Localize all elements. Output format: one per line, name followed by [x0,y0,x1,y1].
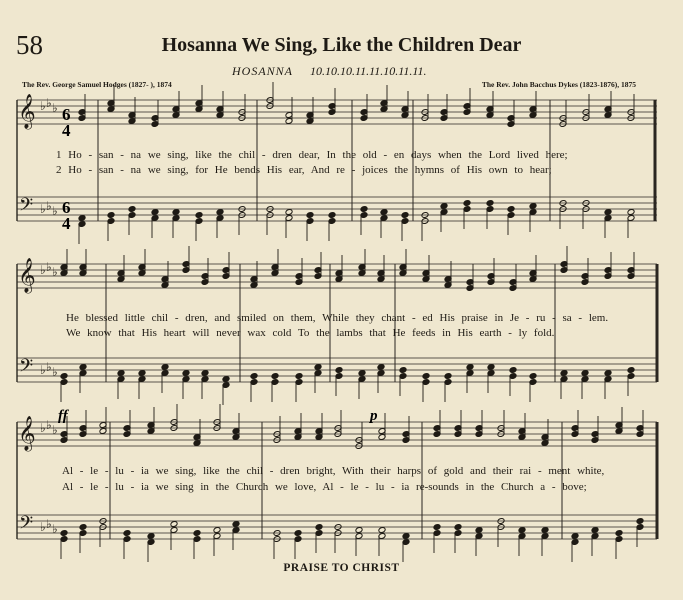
treble-clef-icon: 𝄞 [18,94,36,129]
notehead [107,212,115,219]
time-sig-lower-bass: 4 [62,214,71,233]
author-credit: The Rev. George Samuel Hodges (1827- ), 1874 [22,80,172,89]
notehead [571,533,579,540]
flat-icon: ♭ [40,99,46,113]
notehead [604,209,612,216]
flat-icon: ♭ [40,263,46,277]
notehead [128,206,136,213]
footer-section-label: PRAISE TO CHRIST [283,562,400,574]
lyric-s3-verse1: Al - le - lu - ia we sing, like the chil - dren bright, With their harps of gold and their rai - ment white, [62,465,605,477]
flat-icon: ♭ [46,360,52,374]
notehead [250,373,258,380]
notehead [222,376,230,383]
notehead [604,370,612,377]
notehead [161,364,169,371]
notehead [295,373,303,380]
hymn-title: Hosanna We Sing, Like the Children Dear [161,34,522,56]
notehead [627,367,635,374]
notehead [335,367,343,374]
notehead [581,370,589,377]
flat-icon: ♭ [40,363,46,377]
notehead [271,373,279,380]
lyric-s2-verse1: He blessed little chil - dren, and smiled on them, While they chant - ed His praise in Je - ru - sa - lem. [66,312,609,324]
notehead [560,370,568,377]
bass-clef-icon: 𝄢 [19,195,34,220]
notehead [213,527,221,534]
notehead [193,530,201,537]
notehead [79,364,87,371]
notehead [487,364,495,371]
notehead [117,370,125,377]
dynamic-p: p [370,408,378,424]
notehead [380,209,388,216]
flat-icon: ♭ [46,517,52,531]
notehead [541,527,549,534]
lyric-s1-verse2: 2 Ho - san - na we sing, for He bends His ear, And re - joices the hymns of His own to hear; [56,164,552,176]
flat-icon: ♭ [52,101,58,115]
flat-icon: ♭ [40,520,46,534]
notehead [201,370,209,377]
notehead [378,527,386,534]
notehead [151,209,159,216]
notehead [360,206,368,213]
notehead [285,209,293,216]
notehead [402,533,410,540]
notehead [60,530,68,537]
lyric-s2-verse2: We know that His heart will never wax cold To the lambs that He feeds in His earth - ly fold. [66,327,555,339]
notehead [463,200,471,207]
notehead [518,527,526,534]
notehead [627,209,635,216]
notehead [529,373,537,380]
hymn-number: 58 [16,30,43,60]
notehead [314,364,322,371]
flat-icon: ♭ [52,423,58,437]
notehead [147,533,155,540]
notehead [328,212,336,219]
treble-clef-icon: 𝄞 [18,258,36,293]
treble-clef-icon: 𝄞 [18,416,36,451]
notehead [591,527,599,534]
bass-clef-icon: 𝄢 [19,356,34,381]
notehead [195,212,203,219]
notehead [401,212,409,219]
time-sig-upper: 6 [62,105,71,124]
notehead [440,203,448,210]
flat-icon: ♭ [46,418,52,432]
notehead [138,370,146,377]
notehead [466,364,474,371]
notehead [315,524,323,531]
composer-credit: The Rev. John Bacchus Dykes (1823-1876), 1875 [481,80,636,89]
notehead [294,530,302,537]
tune-name: HOSANNA [232,64,293,78]
notehead [170,521,178,528]
meter: 10.10.10.11.11.10.11.11. [310,64,427,78]
notehead [306,212,314,219]
notehead [123,530,131,537]
flat-icon: ♭ [46,96,52,110]
flat-icon: ♭ [40,421,46,435]
flat-icon: ♭ [52,204,58,218]
lyric-s3-verse2: Al - le - lu - ia we sing in the Church we love, Al - le - lu - ia re-sounds in the Church a - bove; [62,481,587,493]
flat-icon: ♭ [46,199,52,213]
flat-icon: ♭ [52,265,58,279]
notehead [454,524,462,531]
notehead [615,530,623,537]
time-sig-upper-bass: 6 [62,198,71,217]
notehead [79,524,87,531]
bass-clef-icon: 𝄢 [19,513,34,538]
notehead [182,370,190,377]
lyric-s1-verse1: 1 Ho - san - na we sing, like the chil - dren dear, In the old - en days when the Lord lived here; [56,149,568,161]
notehead [422,373,430,380]
notehead [377,364,385,371]
time-sig-lower: 4 [62,121,71,140]
notehead [509,367,517,374]
notehead [475,527,483,534]
notehead [444,373,452,380]
notehead [433,524,441,531]
notehead [355,527,363,534]
notehead [507,206,515,213]
notehead [216,209,224,216]
flat-icon: ♭ [40,202,46,216]
notehead [358,370,366,377]
notehead [486,200,494,207]
flat-icon: ♭ [52,522,58,536]
flat-icon: ♭ [46,260,52,274]
notehead [172,209,180,216]
notehead [60,373,68,380]
notehead [399,367,407,374]
dynamic-ff: ff [58,408,68,424]
notehead [78,215,86,222]
notehead [232,521,240,528]
notehead [529,203,537,210]
flat-icon: ♭ [52,365,58,379]
notehead [636,518,644,525]
